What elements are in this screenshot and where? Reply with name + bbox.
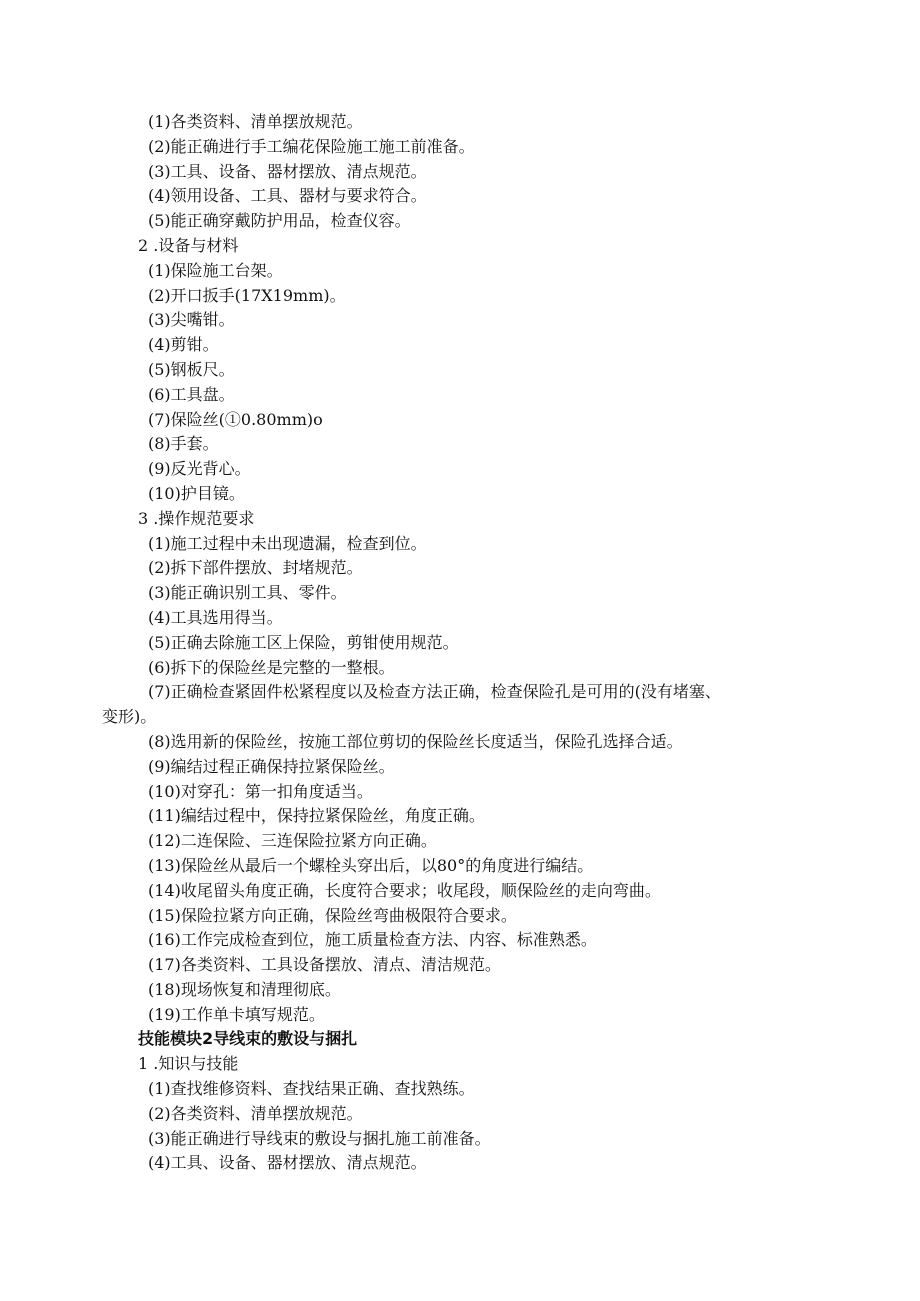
list-item: (2)各类资料、清单摆放规范。 bbox=[148, 1103, 363, 1123]
section-heading-equipment: 2 .设备与材料 bbox=[138, 235, 239, 255]
list-item: (14)收尾留头角度正确，长度符合要求；收尾段，顺保险丝的走向弯曲。 bbox=[148, 880, 661, 900]
list-item: (1)施工过程中未出现遗漏，检查到位。 bbox=[148, 533, 427, 553]
list-item: (6)工具盘。 bbox=[148, 384, 235, 404]
list-item: (3)工具、设备、器材摆放、清点规范。 bbox=[148, 161, 427, 181]
list-item: (17)各类资料、工具设备摆放、清点、清洁规范。 bbox=[148, 955, 501, 975]
list-item: (6)拆下的保险丝是完整的一整根。 bbox=[148, 657, 395, 677]
list-item: (1)查找维修资料、查找结果正确、查找熟练。 bbox=[148, 1079, 475, 1099]
list-item: (16)工作完成检查到位，施工质量检查方法、内容、标准熟悉。 bbox=[148, 930, 597, 950]
list-item: (5)钢板尺。 bbox=[148, 359, 235, 379]
section-heading-knowledge-skills: 1 .知识与技能 bbox=[138, 1054, 239, 1074]
section-heading-operation-requirements: 3 .操作规范要求 bbox=[138, 508, 255, 528]
list-item: (5)正确去除施工区上保险，剪钳使用规范。 bbox=[148, 632, 459, 652]
document-body bbox=[102, 110, 822, 1176]
list-item: (3)能正确进行导线束的敷设与捆扎施工前准备。 bbox=[148, 1128, 491, 1148]
list-item: (19)工作单卡填写规范。 bbox=[148, 1004, 325, 1024]
list-item: (8)选用新的保险丝，按施工部位剪切的保险丝长度适当，保险孔选择合适。 bbox=[148, 731, 683, 751]
list-item: (2)拆下部件摆放、封堵规范。 bbox=[148, 558, 363, 578]
list-item: (5)能正确穿戴防护用品，检查仪容。 bbox=[148, 211, 411, 231]
list-item: (15)保险拉紧方向正确，保险丝弯曲极限符合要求。 bbox=[148, 905, 517, 925]
list-item: (2)能正确进行手工编花保险施工施工前准备。 bbox=[148, 136, 475, 156]
module-title: 技能模块2导线束的敷设与捆扎 bbox=[138, 1029, 358, 1049]
list-item: (4)领用设备、工具、器材与要求符合。 bbox=[148, 186, 427, 206]
list-item: (13)保险丝从最后一个螺栓头穿出后，以80°的角度进行编结。 bbox=[148, 855, 594, 875]
list-item: (1)各类资料、清单摆放规范。 bbox=[148, 112, 363, 131]
list-item: (9)编结过程正确保持拉紧保险丝。 bbox=[148, 756, 395, 776]
list-item: (10)护目镜。 bbox=[148, 483, 245, 503]
list-item: (3)能正确识别工具、零件。 bbox=[148, 583, 347, 603]
list-item: (11)编结过程中，保持拉紧保险丝，角度正确。 bbox=[148, 806, 485, 826]
list-item: (4)剪钳。 bbox=[148, 335, 219, 355]
list-item-wrapped-line2: 变形)。 bbox=[102, 707, 157, 727]
list-item: (3)尖嘴钳。 bbox=[148, 310, 235, 330]
list-item: (18)现场恢复和清理彻底。 bbox=[148, 979, 341, 999]
list-item: (12)二连保险、三连保险拉紧方向正确。 bbox=[148, 831, 437, 851]
list-item: (8)手套。 bbox=[148, 434, 219, 454]
list-item-wrapped-line1: (7)正确检查紧固件松紧程度以及检查方法正确，检查保险孔是可用的(没有堵塞、 bbox=[148, 682, 721, 702]
list-item: (10)对穿孔：第一扣角度适当。 bbox=[148, 781, 373, 801]
list-item: (7)保险丝(①0.80mm)o bbox=[148, 409, 323, 429]
list-item: (1)保险施工台架。 bbox=[148, 260, 283, 280]
list-item: (9)反光背心。 bbox=[148, 459, 251, 479]
list-item: (2)开口扳手(17X19mm)。 bbox=[148, 285, 346, 305]
list-item: (4)工具、设备、器材摆放、清点规范。 bbox=[148, 1153, 427, 1173]
list-item: (4)工具选用得当。 bbox=[148, 607, 283, 627]
